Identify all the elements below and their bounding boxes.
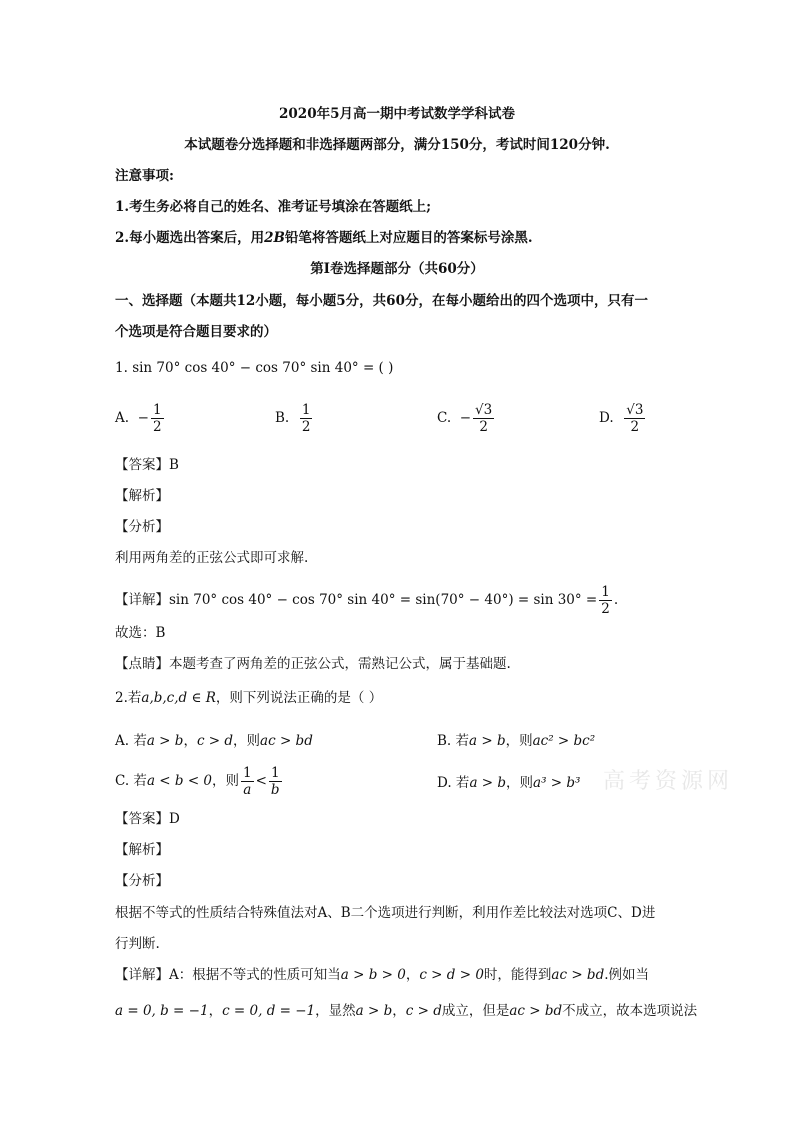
q2-fenxi-text-2: 行判断. — [115, 936, 160, 952]
q1-choice: 故选：B — [115, 625, 166, 641]
q2-detail-2: a = 0, b = −1，c = 0, d = −1，显然a > b，c > d成立，但是ac > bd不成立，故本选项说法 — [115, 1003, 698, 1019]
section-intro-1: 一、选择题（本题共12小题，每小题5分，共60分，在每小题给出的四个选项中，只有一 — [115, 293, 648, 309]
q2-option-c-fraction-2: $\frac{1}{b}$ — [270, 765, 280, 798]
q1-answer: 【答案】B — [115, 457, 179, 473]
q1-jiexi: 【解析】 — [115, 488, 169, 504]
q2-option-b: B. 若a > b，则ac² > bc² — [437, 733, 596, 749]
q2-option-d: D. 若a > b，则a³ > b³ — [437, 775, 581, 791]
q1-detail-fraction: $\frac{1}{2}$ — [601, 584, 610, 617]
question-1-stem: 1. sin 70° cos 40° − cos 70° sin 40° = ( ) — [115, 360, 394, 376]
q1-option-a-fraction: $\frac{1}{2}$ — [152, 402, 162, 435]
q1-expression: sin 70° cos 40° − cos 70° sin 40° = ( ) — [132, 360, 394, 376]
q1-option-c: C. − $\frac{√3}{2}$ — [437, 402, 493, 435]
q1-option-d: D. $\frac{√3}{2}$ — [599, 402, 644, 435]
q2-fenxi: 【分析】 — [115, 873, 169, 889]
q2-answer: 【答案】D — [115, 811, 180, 827]
watermark-logo: 高考资源网 — [603, 769, 734, 794]
q1-comment: 【点睛】本题考查了两角差的正弦公式，需熟记公式，属于基础题. — [115, 656, 511, 672]
notes-heading: 注意事项: — [115, 168, 174, 184]
math-2b: 2B — [264, 230, 285, 246]
q1-option-b: B. $\frac{1}{2}$ — [275, 402, 311, 435]
notes-item-2: 2.每小题选出答案后，用2B铅笔将答题纸上对应题目的答案标号涂黑. — [115, 230, 533, 246]
q1-fenxi: 【分析】 — [115, 519, 169, 535]
q1-option-b-fraction: $\frac{1}{2}$ — [301, 402, 311, 435]
exam-subtitle: 本试题卷分选择题和非选择题两部分，满分150分，考试时间120分钟. — [184, 137, 610, 153]
q2-fenxi-text-1: 根据不等式的性质结合特殊值法对A、B二个选项进行判断，利用作差比较法对选项C、D进 — [115, 905, 656, 921]
notes-item-1: 1.考生务必将自己的姓名、准考证号填涂在答题纸上; — [115, 199, 432, 215]
q1-detail: 【详解】sin 70° cos 40° − cos 70° sin 40° = sin(70° − 40°) = sin 30° = $\frac{1}{2}$ . — [115, 584, 619, 617]
q2-detail-1: 【详解】A：根据不等式的性质可知当a > b > 0，c > d > 0时，能得到ac > bd.例如当 — [115, 967, 650, 983]
section-intro-2: 个选项是符合题目要求的） — [115, 324, 277, 340]
q2-option-c-fraction-1: $\frac{1}{a}$ — [243, 765, 252, 798]
q1-option-c-fraction: $\frac{√3}{2}$ — [475, 402, 493, 435]
q2-option-c: C. 若a < b < 0，则 $\frac{1}{a}$ < $\frac{1}{b}$ — [115, 765, 280, 798]
q2-jiexi: 【解析】 — [115, 842, 169, 858]
section-title: 第Ⅰ卷选择题部分（共60分） — [310, 261, 484, 277]
q1-option-d-fraction: $\frac{√3}{2}$ — [626, 402, 644, 435]
q2-option-a: A. 若a > b，c > d，则ac > bd — [115, 733, 313, 749]
q1-fenxi-text: 利用两角差的正弦公式即可求解. — [115, 550, 309, 566]
exam-title: 2020年5月高一期中考试数学学科试卷 — [279, 106, 515, 122]
question-2-stem: 2.若a,b,c,d ∈ R，则下列说法正确的是（ ） — [115, 690, 383, 706]
q1-option-a: A. − $\frac{1}{2}$ — [115, 402, 162, 435]
